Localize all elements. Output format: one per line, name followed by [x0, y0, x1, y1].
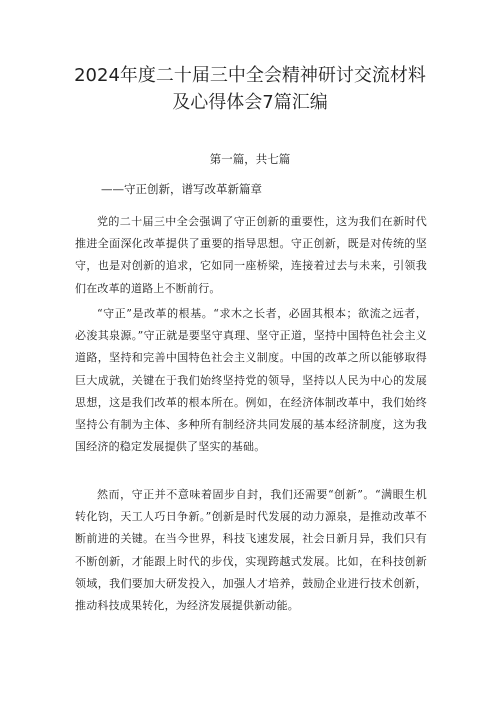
- document-title: 2024年度二十届三中全会精神研讨交流材料及心得体会7篇汇编: [74, 65, 426, 113]
- body-paragraph: 党的二十届三中全会强调了守正创新的重要性，这为我们在新时代推进全面深化改革提供了重要的指导思想。守正创新，既是对传统的坚守，也是对创新的追求，它如同一座桥梁，连接着过去与未来，引领我们在改革的道路上不断前行。: [75, 215, 427, 295]
- part-heading: 第一篇，共七篇: [209, 152, 291, 166]
- section-subtitle: ——守正创新，谱写改革新篇章: [101, 182, 262, 196]
- body-paragraph: 然而，守正并不意味着固步自封，我们还需要“创新”。“满眼生机转化钧，天工人巧日争新。”创新是时代发展的动力源泉，是推动改革不断前进的关键。在当今世界，科技飞速发展，社会日新月异，我们只有不断创新，才能跟上时代的步伐，实现跨越式发展。比如，在科技创新领域，我们要加大研发投入，加强人才培养，鼓励企业进行技术创新，推动科技成果转化，为经济发展提供新动能。: [75, 488, 427, 613]
- body-paragraph: “守正”是改革的根基。“求木之长者，必固其根本；欲流之远者，必浚其泉源。”守正就是要坚守真理、坚守正道，坚持中国特色社会主义道路，坚持和完善中国特色社会主义制度。中国的改革之所以能够取得巨大成就，关键在于我们始终坚持党的领导，坚持以人民为中心的发展思想，这是我们改革的根本所在。例如，在经济体制改革中，我们始终坚持公有制为主体、多种所有制经济共同发展的基本经济制度，这为我国经济的稳定发展提供了坚实的基础。: [75, 307, 427, 454]
